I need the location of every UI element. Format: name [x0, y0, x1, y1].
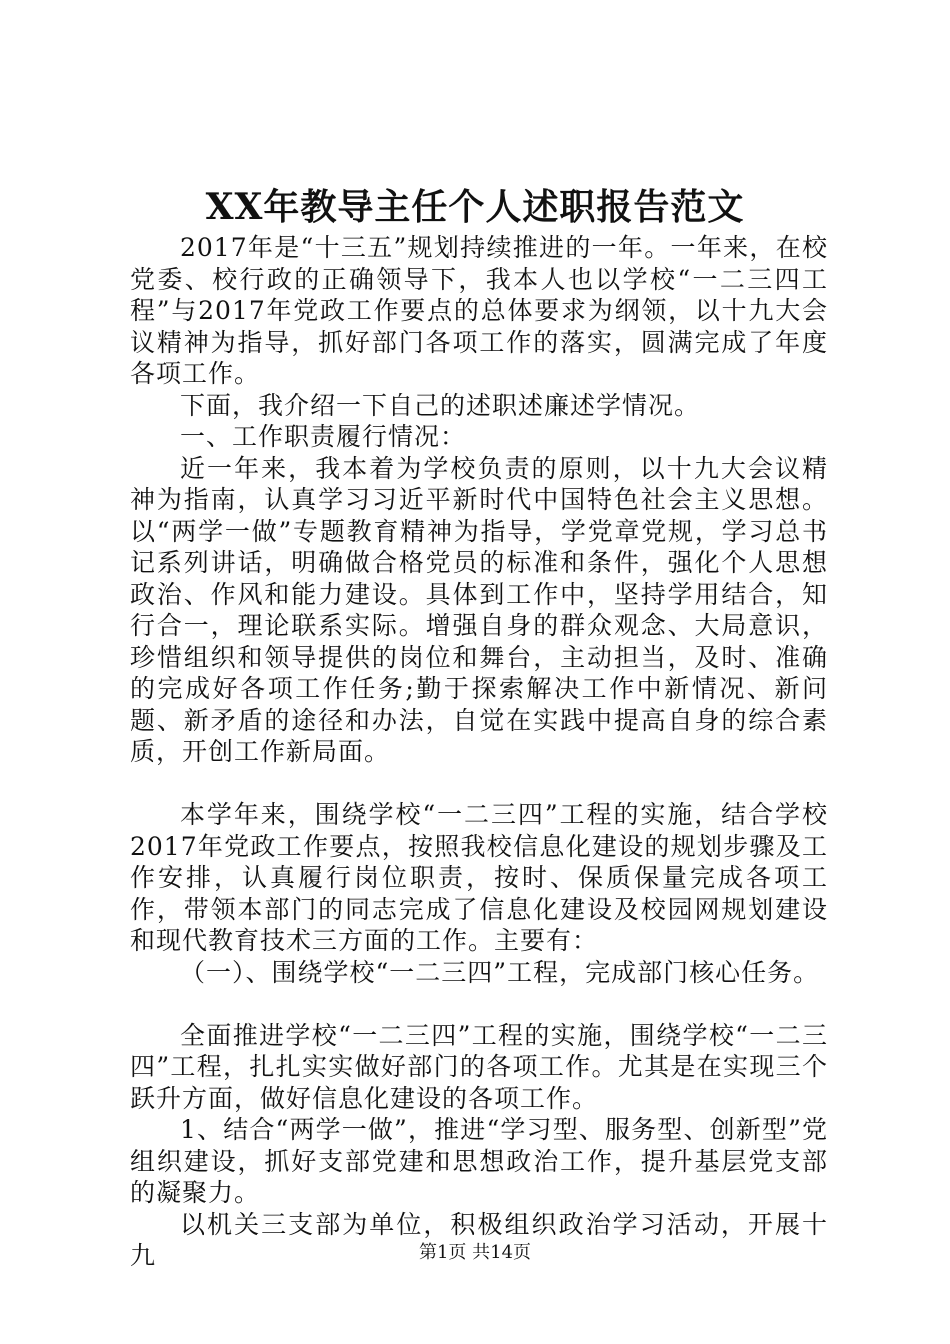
paragraph-item-1: 1、结合“两学一做”，推进“学习型、服务型、创新型”党组织建设，抓好支部党建和思想政治工作，提升基层党支部的凝聚力。: [130, 1115, 828, 1207]
paragraph-overview: 下面，我介绍一下自己的述职述廉述学情况。: [180, 390, 701, 420]
section-heading-duties: 一、工作职责履行情况：: [180, 422, 467, 451]
paragraph-intro: 2017年是“十三五”规划持续推进的一年。一年来，在校党委、校行政的正确领导下，我本人也以学校“一二三四工程”与2017年党政工作要点的总体要求为纲领，以十九大会议精神为指导，抓好部门各项工作的落实，圆满完成了年度各项工作。: [130, 233, 828, 388]
paragraph-core-tasks: 全面推进学校“一二三四”工程的实施，围绕学校“一二三四”工程，扎扎实实做好部门的各项工作。尤其是在实现三个跃升方面，做好信息化建设的各项工作。: [130, 1020, 828, 1113]
paragraph-branch: 以机关三支部为单位，积极组织政治学习活动，开展十九: [130, 1209, 828, 1270]
paragraph-school-year: 本学年来，围绕学校“一二三四”工程的实施，结合学校2017年党政工作要点，按照我校信息化建设的规划步骤及工作安排，认真履行岗位职责，按时、保质保量完成各项工作，带领本部门的同志完成了信息化建设及校园网规划建设和现代教育技术三方面的工作。主要有：: [130, 800, 828, 955]
paragraph-duties: 近一年来，我本着为学校负责的原则，以十九大会议精神为指南，认真学习习近平新时代中国特色社会主义思想。以“两学一做”专题教育精神为指导，学党章党规，学习总书记系列讲话，明确做合格党员的标准和条件，强化个人思想政治、作风和能力建设。具体到工作中，坚持学用结合，知行合一，理论联系实际。增强自身的群众观念、大局意识，珍惜组织和领导提供的岗位和舞台，主动担当，及时、准确的完成好各项工作任务;勤于探索解决工作中新情况、新问题、新矛盾的途径和办法，自觉在实践中提高自身的综合素质，开创工作新局面。: [130, 453, 828, 766]
page-number-footer: 第1页 共14页: [418, 1242, 532, 1263]
subsection-heading-core-tasks: （一）、围绕学校“一二三四”工程，完成部门核心任务。: [180, 957, 820, 987]
document-body: [130, 232, 828, 1272]
document-title: XX年教导主任个人述职报告范文: [205, 186, 745, 228]
